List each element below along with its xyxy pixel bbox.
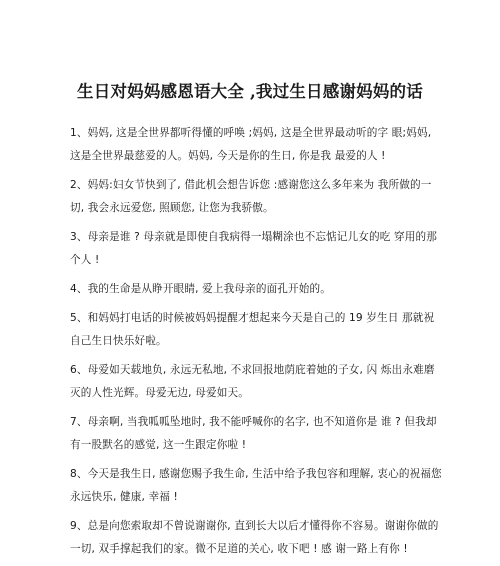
document-title: 生日对妈妈感恩语大全 ,我过生日感谢妈妈的话 xyxy=(77,82,423,101)
paragraph-5: 5、和妈妈打电话的时候被妈妈提醒才想起来今天是自己的 19 岁生日 那就祝自己生日快乐好啦。 xyxy=(70,312,435,347)
paragraph-7: 7、母亲啊, 当我呱呱坠地时, 我不能呼喊你的名字, 也不知道你是 谁 ? 但我却有一股默名的感觉, 这一生跟定你啦 ! xyxy=(70,416,437,451)
paragraph-8: 8、今天是我生日, 感谢您赐予我生命, 生活中给予我包容和理解, 衷心的祝福您永远快乐, 健康, 幸福 ! xyxy=(70,468,442,503)
paragraph-4: 4、我的生命是从睁开眼睛, 爱上我母亲的面孔开始的。 xyxy=(70,283,332,295)
paragraph-9: 9、总是向您索取却不曾说谢谢你, 直到长大以后才懂得你不容易。谢谢你做的一切, 双手撑起我们的家。微不足道的关心, 收下吧 ! 感 谢一路上有你 ! xyxy=(70,520,439,555)
paragraph-1: 1、妈妈, 这是全世界都听得懂的呼唤 ;妈妈, 这是全世界最动听的字 眼;妈妈, 这是全世界最慈爱的人。妈妈, 今天是你的生日, 你是我 最爱的人 ! xyxy=(70,127,432,162)
paragraph-3: 3、母亲是谁 ? 母亲就是即使自我病得一塌糊涂也不忘惦记儿女的吃 穿用的那个人 ! xyxy=(70,231,438,266)
paragraph-6: 6、母爱如天载地负, 永远无私地, 不求回报地荫庇着她的子女, 闪 烁出永难磨灭的人性光辉。母爱无边, 母爱如天。 xyxy=(70,364,435,399)
paragraph-2: 2、妈妈:妇女节快到了, 借此机会想告诉您 :感谢您这么多年来为 我所做的一切, 我会永远爱您, 照顾您, 让您为我骄傲。 xyxy=(70,179,432,214)
